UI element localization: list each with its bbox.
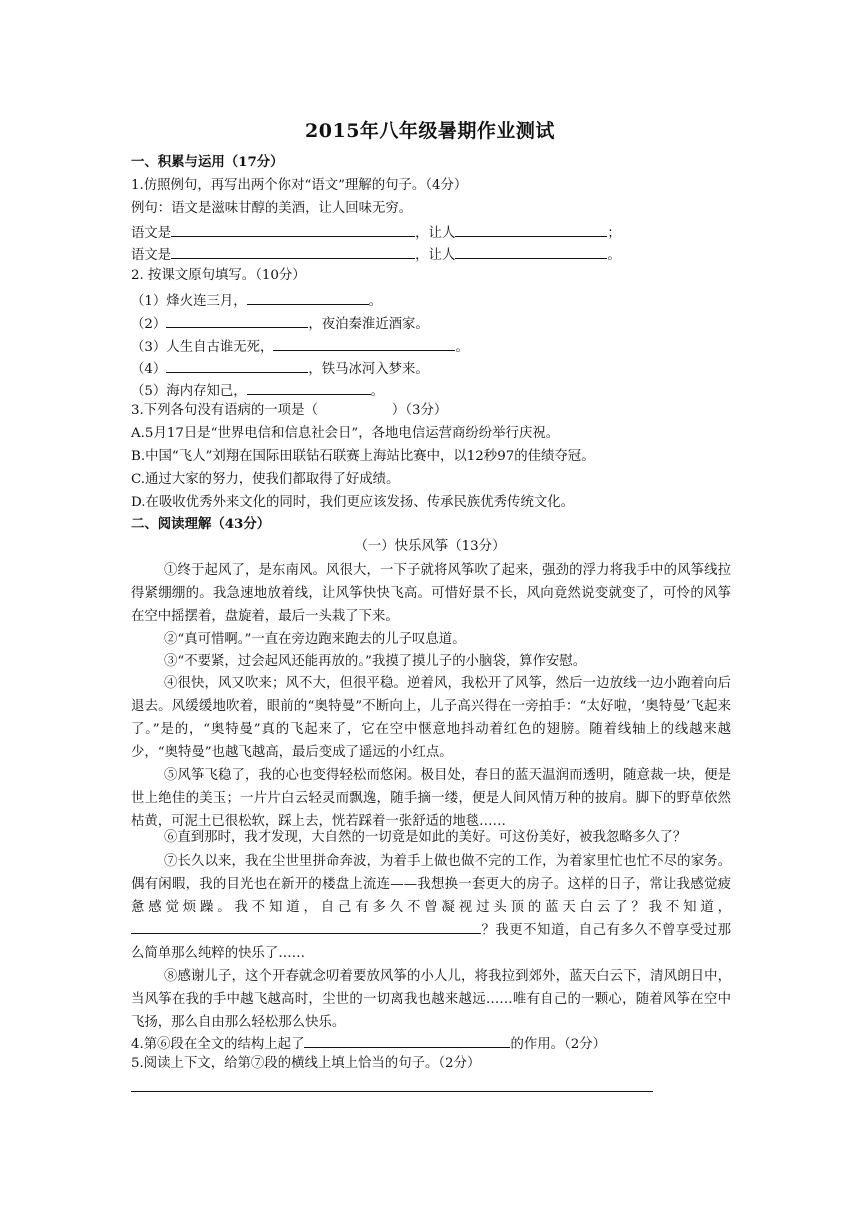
answer-line-a-mid: ，让人 [415,226,456,241]
answer-blank[interactable] [171,244,415,259]
article-paragraph-1: ①终于起风了，是东南风。风很大，一下子就将风筝吹了起来，强劲的浮力将我手中的风筝线拉得紧绷绷的。我急速地放着线，让风筝快快飞高。可惜好景不长，风向竟然说变就变了，可怜的风筝在空中摇摆着，盘旋着，最后一头栽了下来。 [131,563,731,624]
answer-line-b-end: 。 [607,248,621,263]
question-2-prompt: 2. 按课文原句填写。（10分） [131,268,306,283]
fill-item-post: ，铁马冰河入梦来。 [308,362,429,377]
page-title: 2015年八年级暑期作业测试 [305,120,555,142]
choice-option-a: A.5月17日是“世界电信和信息社会日”，各地电信运营商纷纷举行庆祝。 [131,426,560,441]
fill-item-pre: （4） [131,362,167,377]
fill-item-2 [131,313,429,334]
article-paragraph-5: ⑤风筝飞稳了，我的心也变得轻松而悠闲。极目处，春日的蓝天温润而透明，随意裁一块，便是世上绝佳的美玉；一片片白云轻灵而飘逸，随手摘一缕，便是人间风情万种的披肩。脚下的野草依然枯黄，可泥土已很松软，踩上去，恍若踩着一张舒适的地毯…… [131,768,731,829]
fill-item-post: 。 [370,384,385,399]
question-3-prompt-end: ）（3分） [391,403,448,418]
answer-line[interactable] [131,1091,653,1092]
fill-item-post: ，夜泊秦淮近酒家。 [308,317,429,332]
answer-blank[interactable] [247,290,369,305]
paragraph-7-end: ？我更不知道，自己有多久不曾享受过那么简单那么纯粹的快乐了…… [131,923,731,961]
question-4-pre: 4.第⑥段在全文的结构上起了 [131,1037,305,1052]
fill-item-pre: （3）人生自古谁无死， [131,340,274,355]
paragraph-7-answer-blank[interactable] [131,919,481,934]
question-1-answer-line-a [131,222,621,243]
answer-blank[interactable] [455,222,607,237]
question-1-example: 例句：语文是滋味甘醇的美酒，让人回味无穷。 [131,201,413,216]
article-paragraph-8: ⑧感谢儿子，这个开春就念叨着要放风筝的小人儿，将我拉到郊外，蓝天白云下，清风朗日中，当风筝在我的手中越飞越高时，尘世的一切离我也越来越远……唯有自己的一颗心，随着风筝在空中飞扬，那么自由那么轻松那么快乐。 [131,969,731,1030]
section-heading-1: 一、积累与运用（17分） [131,154,284,170]
answer-blank[interactable] [304,1033,510,1048]
answer-line-a-end: ； [607,226,621,241]
answer-blank[interactable] [455,244,607,259]
fill-item-post: 。 [368,294,383,309]
fill-item-1 [131,290,382,311]
fill-item-pre: （5）海内存知己， [131,384,247,399]
answer-line-b-start: 语文是 [131,248,172,263]
fill-item-3 [131,336,469,357]
article-paragraph-6: ⑥直到那时，我才发现，大自然的一切竟是如此的美好。可这份美好，被我忽略多久了？ [164,830,687,845]
fill-item-4 [131,358,429,379]
question-1-prompt: 1.仿照例句，再写出两个你对“语文”理解的句子。（4分） [131,178,468,193]
question-4 [131,1033,606,1054]
choice-option-c: C.通过大家的努力，使我们都取得了好成绩。 [131,472,400,487]
question-3-prompt [131,402,447,420]
answer-blank[interactable] [171,222,415,237]
question-5-prompt: 5.阅读上下文，给第⑦段的横线上填上恰当的句子。（2分） [131,1056,481,1071]
choice-option-b: B.中国“飞人”刘翔在国际田联钻石联赛上海站比赛中，以12秒97的佳绩夺冠。 [131,449,595,464]
question-4-post: 的作用。（2分） [510,1037,607,1052]
article-title: （一）快乐风筝（13分） [354,539,506,554]
answer-blank[interactable] [247,380,371,395]
answer-blank[interactable] [273,336,455,351]
fill-item-pre: （2） [131,317,167,332]
article-paragraph-2: ②“真可惜啊。”一直在旁边跑来跑去的儿子叹息道。 [164,632,466,647]
fill-item-post: 。 [455,340,469,355]
choice-option-d: D.在吸收优秀外来文化的同时，我们更应该发扬、传承民族优秀传统文化。 [131,495,575,510]
answer-blank[interactable] [166,313,308,328]
answer-line-b-mid: ，让人 [415,248,456,263]
section-heading-2: 二、阅读理解（43分） [131,516,271,532]
article-paragraph-4: ④很快，风又吹来；风不大，但很平稳。逆着风，我松开了风筝，然后一边放线一边小跑着向后退去。风缓缓地吹着，眼前的“奥特曼”不断向上，儿子高兴得在一旁拍手：“太好啦，‘奥特曼’飞起来了。”是的，“奥特曼”真的飞起来了，它在空中惬意地抖动着红色的翅膀。随着线轴上的线越来越少，“奥特曼”也越飞越高，最后变成了遥远的小红点。 [131,676,731,760]
fill-item-5 [131,380,384,401]
question-3-prompt-start: 3.下列各句没有语病的一项是（ [131,403,318,418]
paragraph-7-start: ⑦长久以来，我在尘世里拼命奔波，为着手上做也做不完的工作，为着家里忙也忙不尽的家务。偶有闲暇，我的目光也在新开的楼盘上流连——我想换一套更大的房子。这样的日子，常让我感觉疲惫感觉烦躁。我不知道，自己有多久不曾凝视过头顶的蓝天白云了？我不知道， [131,854,731,915]
fill-item-pre: （1）烽火连三月， [131,294,247,309]
answer-line-a-start: 语文是 [131,226,172,241]
article-paragraph-7 [131,850,731,965]
question-1-answer-line-b [131,244,621,265]
article-paragraph-3: ③“不要紧，过会起风还能再放的。”我摸了摸儿子的小脑袋，算作安慰。 [164,654,587,669]
answer-blank[interactable] [166,358,308,373]
